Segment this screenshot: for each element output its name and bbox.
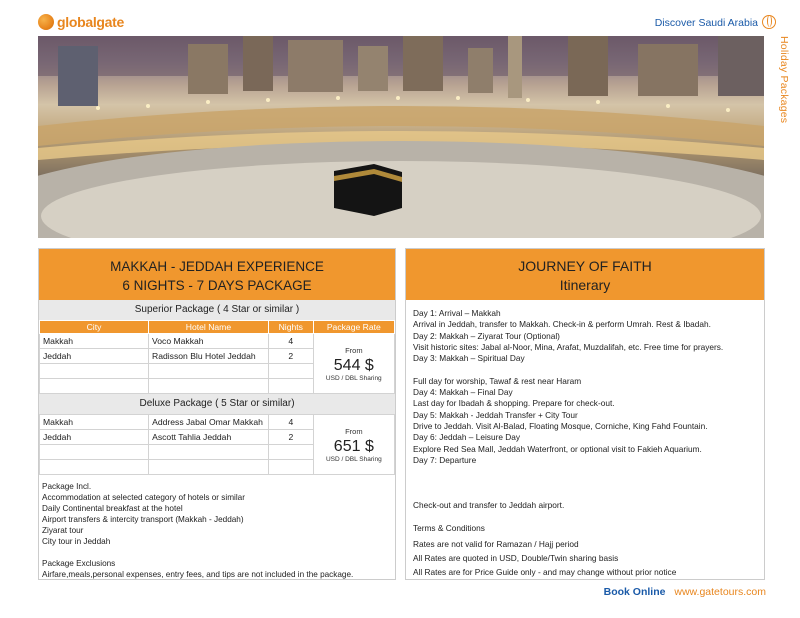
sharing-label: USD / DBL Sharing (325, 455, 382, 463)
itinerary-title: JOURNEY OF FAITH (518, 258, 652, 274)
globe-icon (762, 15, 776, 29)
table-row (40, 415, 395, 430)
from-label: From (345, 345, 363, 355)
deluxe-package-table (39, 414, 395, 475)
itinerary-line: Arrival in Jeddah, transfer to Makkah. Check-in & perform Umrah. Rest & Ibadah. (413, 319, 711, 330)
package-title: MAKKAH - JEDDAH EXPERIENCE (110, 259, 324, 274)
itinerary-panel (405, 248, 765, 580)
terms-title: Terms & Conditions (413, 523, 485, 534)
city-cell: Makkah (40, 334, 149, 349)
nights-cell: 2 (269, 430, 314, 445)
itinerary-line: Day 3: Makkah – Spiritual Day (413, 353, 525, 364)
hero-illustration (38, 36, 764, 238)
itinerary-line: Last day for Ibadah & shopping. Prepare for check-out. (413, 398, 615, 409)
hero-image-kaaba (38, 36, 764, 238)
package-panel (38, 248, 396, 580)
itinerary-line: Day 4: Makkah – Final Day (413, 387, 513, 398)
hotel-cell: Radisson Blu Hotel Jeddah (148, 349, 268, 364)
itinerary-line: Day 5: Makkah - Jeddah Transfer + City Tour (413, 409, 578, 420)
deluxe-package-title: Deluxe Package ( 5 Star or similar) (39, 394, 395, 414)
itinerary-line: Full day for worship, Tawaf & rest near Haram (413, 375, 582, 386)
inclusions-title: Package Incl. (42, 482, 92, 491)
nights-cell: 4 (268, 334, 313, 349)
itinerary-body (406, 300, 764, 579)
book-online-label: Book Online (603, 586, 666, 598)
itinerary-line: Drive to Jeddah. Visit Al-Balad, Floating Mosque, Corniche, King Fahd Fountain. (413, 420, 708, 431)
website-link[interactable]: www.gatetours.com (674, 586, 766, 598)
itinerary-line: Day 2: Makkah – Ziyarat Tour (Optional) (413, 330, 560, 341)
departure-note: Check-out and transfer to Jeddah airport. (413, 500, 565, 511)
from-label: From (345, 426, 363, 436)
side-label: Holiday Packages (778, 36, 790, 124)
itinerary-line: Day 1: Arrival – Makkah (413, 308, 501, 318)
terms-section (413, 523, 758, 578)
terms-item: All Rates are for Price Guide only - and may change without prior notice (413, 567, 677, 578)
page-header (0, 0, 800, 36)
nights-cell: 4 (269, 415, 314, 430)
brand-logo[interactable] (38, 14, 124, 30)
table-row (40, 334, 395, 349)
table-header-row (40, 321, 395, 334)
column-header-rate: Package Rate (313, 321, 394, 334)
inclusion-item: Accommodation at selected category of hotels or similar (42, 493, 245, 502)
itinerary-subtitle: Itinerary (559, 277, 611, 293)
sharing-label: USD / DBL Sharing (325, 374, 382, 382)
itinerary-line: Explore Red Sea Mall, Jeddah Waterfront, or optional visit to Fakieh Aquarium. (413, 443, 702, 454)
exclusions-title: Package Exclusions (42, 559, 116, 568)
deluxe-price-cell (313, 415, 394, 475)
deluxe-price: 651 $ (333, 437, 374, 455)
column-header-nights: Nights (268, 321, 313, 334)
logo-text: globalgate (57, 14, 125, 30)
globe-logo-icon (38, 14, 54, 30)
hotel-cell: Ascott Tahlia Jeddah (149, 430, 269, 445)
column-header-hotel: Hotel Name (148, 321, 268, 334)
terms-item: All Rates are quoted in USD, Double/Twin sharing basis (413, 552, 619, 563)
nights-cell: 2 (268, 349, 313, 364)
hotel-cell: Voco Makkah (148, 334, 268, 349)
city-cell: Jeddah (40, 349, 149, 364)
discover-label: Discover Saudi Arabia (654, 17, 758, 29)
superior-price-cell (313, 334, 394, 394)
inclusion-item: Ziyarat tour (42, 526, 84, 535)
hotel-cell: Address Jabal Omar Makkah (149, 415, 269, 430)
package-header (39, 249, 395, 300)
inclusion-item: Daily Continental breakfast at the hotel (42, 504, 183, 513)
itinerary-line: Visit historic sites: Jabal al-Noor, Mina, Arafat, Muzdalifah, etc. Free time for prayers. (413, 341, 724, 352)
superior-package-title: Superior Package ( 4 Star or similar ) (39, 300, 395, 320)
inclusion-item: Airport transfers & intercity transport (Makkah - Jeddah) (42, 515, 244, 524)
terms-item: Rates are not valid for Ramazan / Hajj period (413, 538, 579, 549)
package-duration: 6 NIGHTS - 7 DAYS PACKAGE (122, 278, 312, 293)
column-header-city: City (40, 321, 149, 334)
itinerary-line: Day 7: Departure (413, 454, 477, 465)
superior-price: 544 $ (333, 356, 374, 374)
superior-package-table (39, 320, 395, 394)
itinerary-line: Day 6: Jeddah – Leisure Day (413, 432, 521, 443)
exclusions-text: Airfare,meals,personal expenses, entry fees, and tips are not included in the package. (42, 570, 354, 579)
page-footer (604, 586, 766, 598)
city-cell: Makkah (40, 415, 149, 430)
package-inclusions (39, 475, 395, 580)
city-cell: Jeddah (40, 430, 149, 445)
itinerary-header (406, 249, 764, 300)
inclusion-item: City tour in Jeddah (42, 537, 111, 546)
